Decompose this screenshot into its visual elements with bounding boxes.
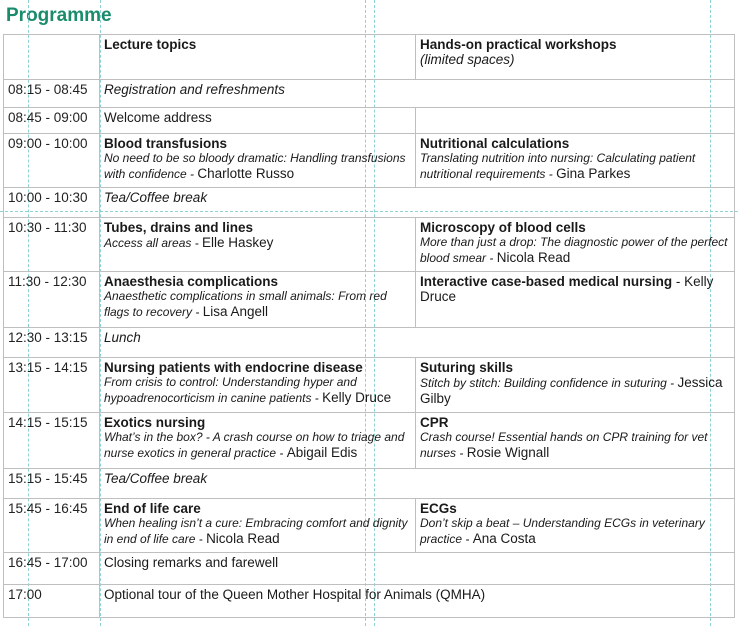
lecture-cell: Exotics nursing What’s in the box? - A crash course on how to triage and nurse exotics in general practice - Abigail Edis <box>100 413 416 469</box>
table-row <box>4 469 735 499</box>
table-row <box>4 413 735 469</box>
lecture-title: Nursing patients with endocrine disease <box>104 360 363 375</box>
speaker-name: Kelly Druce <box>322 390 392 405</box>
time-cell: 08:15 - 08:45 <box>4 80 100 108</box>
table-row <box>4 108 735 134</box>
lecture-title: End of life care <box>104 501 201 516</box>
workshop-desc: Translating nutrition into nursing: Calculating patient nutritional requirements <box>420 151 696 181</box>
lecture-cell: Blood transfusions No need to be so bloody dramatic: Handling transfusions with confidence - Charlotte Russo <box>100 134 416 188</box>
table-row <box>4 585 735 618</box>
speaker-name: Nicola Read <box>496 250 571 265</box>
workshop-title: Interactive case-based medical nursing <box>420 274 673 289</box>
session-text: Lunch <box>100 328 735 358</box>
session-text: Welcome address <box>100 108 416 134</box>
session-text: Tea/Coffee break <box>100 188 735 218</box>
workshop-desc: More than just a drop: The diagnostic power of the perfect blood smear <box>420 235 728 265</box>
lecture-cell: Nursing patients with endocrine disease From crisis to control: Understanding hyper and hypoadrenocorticism in canine patients - Kelly Druce <box>100 358 416 413</box>
workshop-cell: ECGs Don’t skip a beat – Understanding ECGs in veterinary practice - Ana Costa <box>416 499 735 553</box>
time-cell: 16:45 - 17:00 <box>4 553 100 585</box>
table-row <box>4 188 735 218</box>
speaker-name: Charlotte Russo <box>197 166 295 181</box>
lecture-title: Blood transfusions <box>104 136 228 151</box>
table-row <box>4 218 735 272</box>
workshop-cell: Nutritional calculations Translating nutrition into nursing: Calculating patient nutritional requirements - Gina Parkes <box>416 134 735 188</box>
time-cell: 15:45 - 16:45 <box>4 499 100 553</box>
session-text: Registration and refreshments <box>100 80 735 108</box>
lecture-desc: No need to be so bloody dramatic: Handling transfusions with confidence <box>104 151 406 181</box>
header-row <box>4 35 735 80</box>
lecture-cell: End of life care When healing isn’t a cure: Embracing comfort and dignity in end of life care - Nicola Read <box>100 499 416 553</box>
workshop-desc: Stitch by stitch: Building confidence in suturing <box>420 376 667 390</box>
lecture-desc: What’s in the box? - A crash course on how to triage and nurse exotics in general practice <box>104 430 405 460</box>
lecture-desc: When healing isn’t a cure: Embracing comfort and dignity in end of life care <box>104 516 408 546</box>
lecture-desc: Anaesthetic complications in small animals: From red flags to recovery <box>104 289 387 319</box>
speaker-name: Ana Costa <box>472 531 536 546</box>
time-cell: 09:00 - 10:00 <box>4 134 100 188</box>
workshop-title: CPR <box>420 415 449 430</box>
table-row <box>4 553 735 585</box>
lecture-title: Tubes, drains and lines <box>104 220 254 235</box>
time-cell: 14:15 - 15:15 <box>4 413 100 469</box>
time-cell: 13:15 - 14:15 <box>4 358 100 413</box>
programme-table <box>3 34 735 618</box>
header-workshops-label: Hands-on practical workshops <box>420 37 617 52</box>
empty-cell <box>416 108 735 134</box>
header-workshops <box>416 35 735 80</box>
lecture-desc: From crisis to control: Understanding hyper and hypoadrenocorticism in canine patients <box>104 375 357 405</box>
speaker-name: Rosie Wignall <box>466 445 550 460</box>
time-cell: 10:30 - 11:30 <box>4 218 100 272</box>
speaker-name: Nicola Read <box>206 531 280 546</box>
time-cell: 08:45 - 09:00 <box>4 108 100 134</box>
lecture-cell: Anaesthesia complications Anaesthetic complications in small animals: From red flags to recovery - Lisa Angell <box>100 272 416 328</box>
table-row <box>4 272 735 328</box>
time-cell: 12:30 - 13:15 <box>4 328 100 358</box>
lecture-desc: Access all areas <box>104 236 192 250</box>
time-cell: 17:00 <box>4 585 100 618</box>
speaker-name: Jessica Gilby <box>420 375 723 406</box>
workshop-cell: CPR Crash course! Essential hands on CPR training for vet nurses - Rosie Wignall <box>416 413 735 469</box>
lecture-title: Anaesthesia complications <box>104 274 279 289</box>
speaker-name: Lisa Angell <box>202 304 269 319</box>
workshop-desc: Don’t skip a beat – Understanding ECGs in veterinary practice <box>420 516 705 546</box>
speaker-name: Kelly Druce <box>420 274 714 304</box>
table-row <box>4 358 735 413</box>
speaker-name: Gina Parkes <box>556 166 631 181</box>
page-title: Programme <box>6 5 112 26</box>
lecture-title: Exotics nursing <box>104 415 206 430</box>
session-text: Closing remarks and farewell <box>100 553 735 585</box>
time-cell: 11:30 - 12:30 <box>4 272 100 328</box>
session-text: Tea/Coffee break <box>100 469 735 499</box>
table-row <box>4 134 735 188</box>
workshop-cell: Microscopy of blood cells More than just a drop: The diagnostic power of the perfect blood smear - Nicola Read <box>416 218 735 272</box>
workshop-title: Microscopy of blood cells <box>420 220 586 235</box>
time-cell: 15:15 - 15:45 <box>4 469 100 499</box>
header-workshops-note: (limited spaces) <box>420 52 515 67</box>
table-row <box>4 80 735 108</box>
speaker-name: Elle Haskey <box>202 235 274 250</box>
workshop-title: ECGs <box>420 501 457 516</box>
workshop-desc: Crash course! Essential hands on CPR training for vet nurses <box>420 430 708 460</box>
header-empty <box>4 35 100 80</box>
speaker-name: Abigail Edis <box>286 445 358 460</box>
workshop-cell: Interactive case-based medical nursing - Kelly Druce <box>416 272 735 328</box>
workshop-title: Nutritional calculations <box>420 136 570 151</box>
session-text: Optional tour of the Queen Mother Hospital for Animals (QMHA) <box>100 585 735 618</box>
header-lectures: Lecture topics <box>100 35 416 80</box>
workshop-cell: Suturing skills Stitch by stitch: Building confidence in suturing - Jessica Gilby <box>416 358 735 413</box>
workshop-title: Suturing skills <box>420 360 514 375</box>
table-row <box>4 328 735 358</box>
time-cell: 10:00 - 10:30 <box>4 188 100 218</box>
lecture-cell: Tubes, drains and lines Access all areas - Elle Haskey <box>100 218 416 272</box>
table-row <box>4 499 735 553</box>
